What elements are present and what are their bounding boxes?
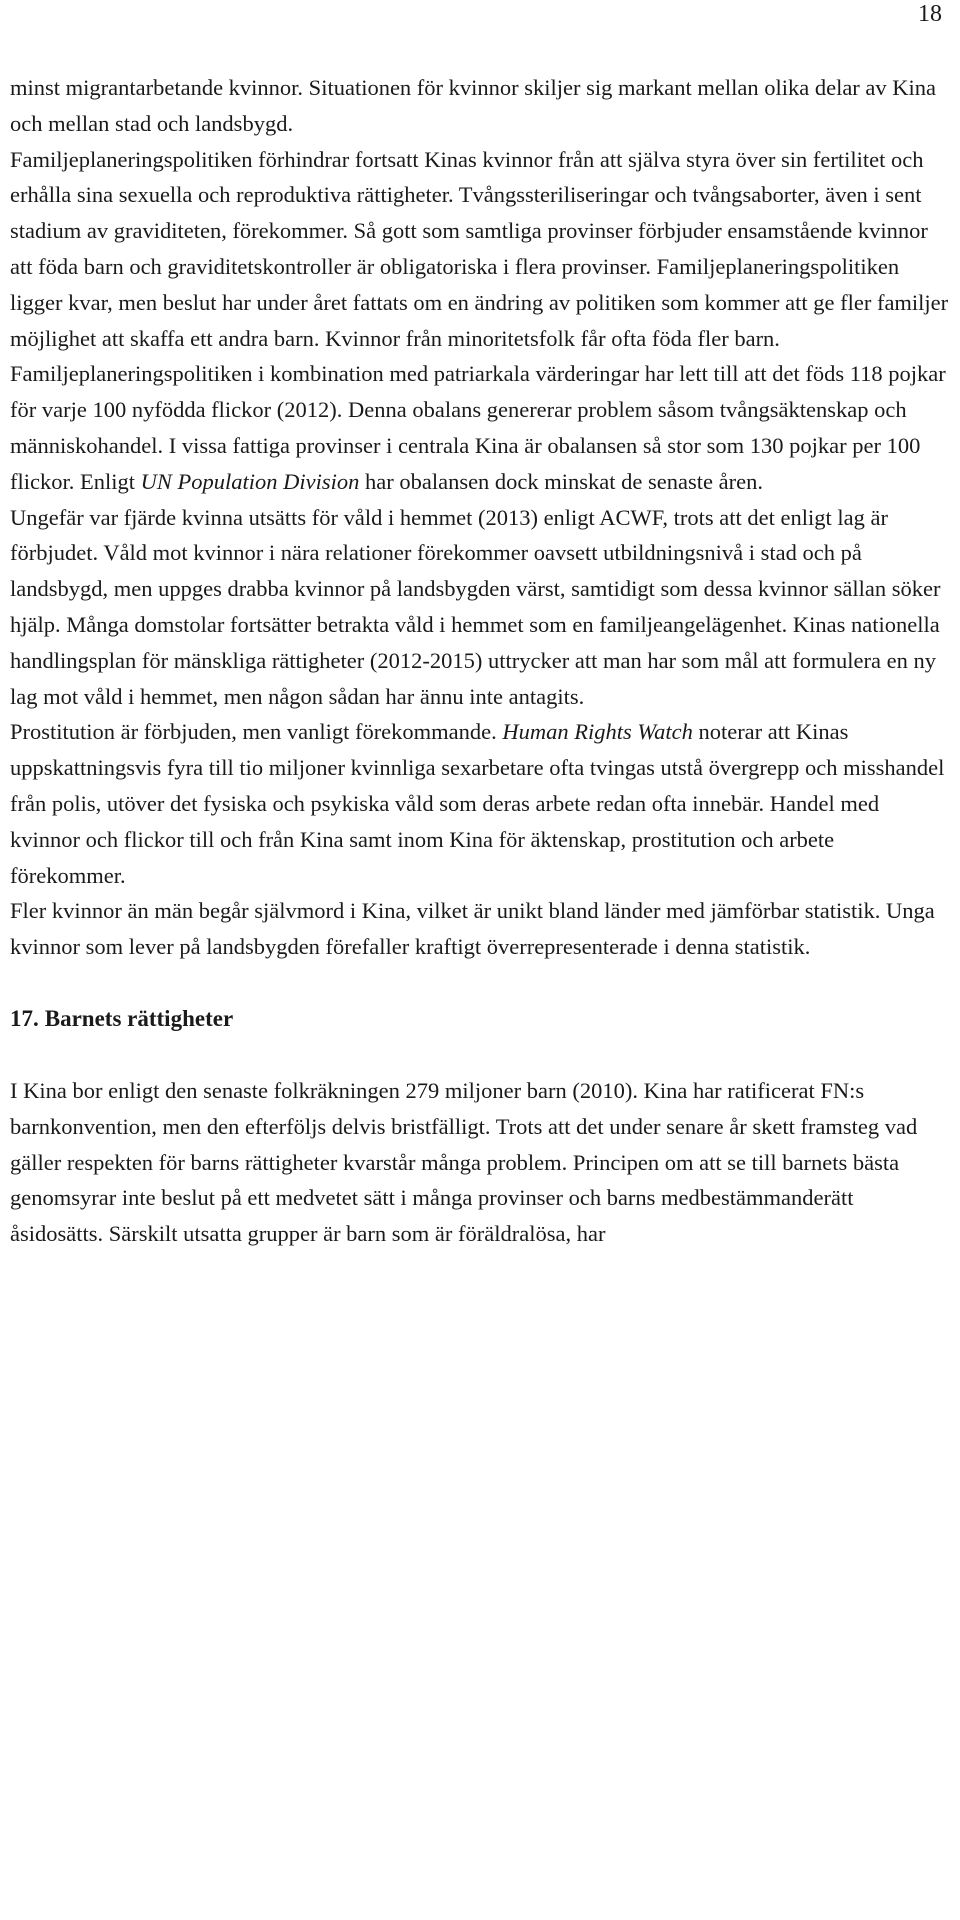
paragraph: Fler kvinnor än män begår självmord i Kina, vilket är unikt bland länder med jämförbar statistik. Unga kvinnor som lever på landsbygden förefaller kraftigt överrepresenterade i denna statistik. — [10, 898, 935, 960]
paragraph: Ungefär var fjärde kvinna utsätts för våld i hemmet (2013) enligt ACWF, trots att det enligt lag är förbjudet. Våld mot kvinnor i nära relationer förekommer oavsett utbildningsnivå i stad och på landsbygd, men uppges drabba kvinnor på landsbygden värst, samtidigt som dessa kvinnor sällan söker hjälp. Många domstolar fortsätter betrakta våld i hemmet som en familjeangelägenhet. Kinas nationella handlingsplan för mänskliga rättigheter (2012-2015) uttrycker att man har som mål att formulera en ny lag mot våld i hemmet, men någon sådan har ännu inte antagits. — [10, 504, 941, 709]
paragraph-text: har obalansen dock minskat de senaste åren. — [359, 468, 763, 494]
paragraph-text: Familjeplaneringspolitiken i kombination med patriarkala värderingar har lett till att det föds 118 pojkar för varje 100 nyfödda flickor (2012). Denna obalans genererar problem såsom tvångsäktenskap och människohandel. I vissa fattiga provinser i centrala Kina är obalansen så stor som 130 pojkar per 100 flickor. Enligt — [10, 361, 946, 494]
paragraph — [10, 356, 952, 499]
page-number: 18 — [918, 1, 942, 27]
italic-source-name: UN Population Division — [140, 468, 360, 494]
paragraph: Familjeplaneringspolitiken förhindrar fortsatt Kinas kvinnor från att själva styra över sin fertilitet och erhålla sina sexuella och reproduktiva rättigheter. Tvångssteriliseringar och tvångsaborter, även i sent stadium av graviditeten, förekommer. Så gott som samtliga provinser förbjuder ensamstående kvinnor att föda barn och graviditetskontroller är obligatoriska i flera provinser. Familjeplaneringspolitiken ligger kvar, men beslut har under året fattats om en ändring av politiken som kommer att ge fler familjer möjlighet att skaffa ett andra barn. Kvinnor från minoritetsfolk får ofta föda fler barn. — [10, 146, 949, 351]
section-heading — [10, 1001, 952, 1037]
section-number: 17. — [10, 1005, 39, 1031]
document-body — [10, 70, 952, 1252]
paragraph-text: noterar att Kinas uppskattningsvis fyra till tio miljoner kvinnliga sexarbetare ofta tvingas utstå övergrepp och misshandel från polis, utöver det fysiska och psykiska våld som deras arbete redan ofta innebär. Handel med kvinnor och flickor till och från Kina samt inom Kina för äktenskap, prostitution och arbete förekommer. — [10, 719, 945, 888]
paragraph: I Kina bor enligt den senaste folkräkningen 279 miljoner barn (2010). Kina har ratificerat FN:s barnkonvention, men den efterföljs delvis bristfälligt. Trots att det under senare år skett framsteg vad gäller respekten för barns rättigheter kvarstår många problem. Principen om att se till barnets bästa genomsyrar inte beslut på ett medvetet sätt i många provinser och barns medbestämmanderätt åsidosätts. Särskilt utsatta grupper är barn som är föräldralösa, har — [10, 1077, 918, 1247]
italic-source-name: Human Rights Watch — [502, 719, 693, 745]
section-title: Barnets rättigheter — [44, 1005, 234, 1031]
paragraph — [10, 714, 952, 893]
paragraph: minst migrantarbetande kvinnor. Situationen för kvinnor skiljer sig markant mellan olika delar av Kina och mellan stad och landsbygd. — [10, 75, 937, 136]
paragraph-text: Prostitution är förbjuden, men vanligt förekommande. — [10, 719, 503, 745]
